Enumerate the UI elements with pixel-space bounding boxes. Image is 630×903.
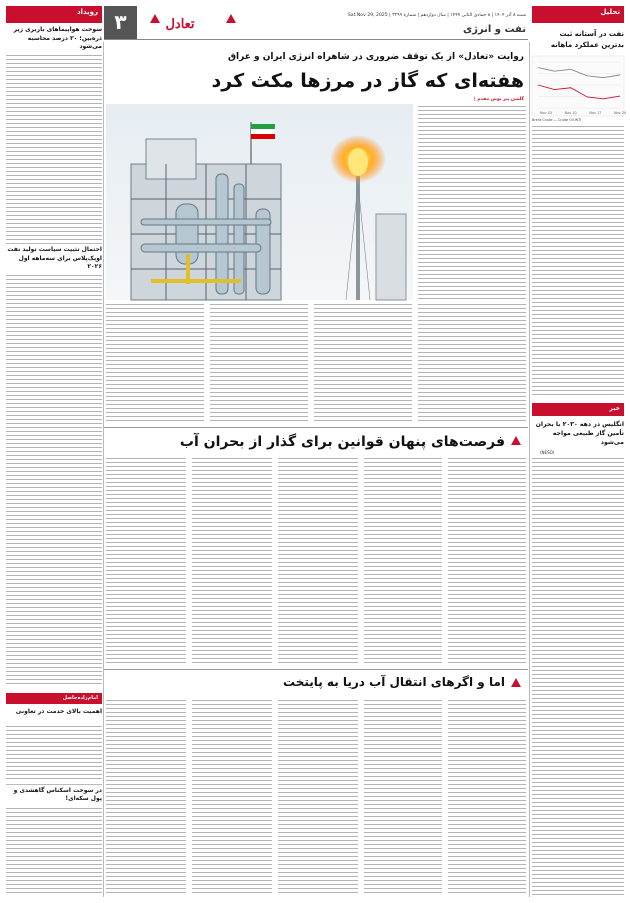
left-item1-headline: سوخت هواپیماهای باربری زیر ذره‌بین؛ ۳۰ درصد محاسبه می‌شود (13, 26, 102, 50)
triangle-mark-right (226, 14, 236, 23)
rule-story2 (104, 427, 528, 428)
news-headline: انگلیس در دهه ۲۰۳۰ با بحران تأمین گاز طبیعی مواجه می‌شود (535, 421, 624, 446)
analysis-body (532, 126, 624, 396)
lead-byline: گلشن پیر بوش مقدم | (474, 97, 524, 102)
left-rule-1 (6, 243, 102, 244)
section-title: نفت و انرژی (462, 24, 526, 35)
lead-kicker: روایت «تعادل» از یک توقف ضروری در شاهراه انرژی ایران و عراق (227, 52, 524, 62)
lead-body-col2 (210, 304, 308, 422)
x-tick-label: Nov 10 (564, 111, 577, 115)
iran-flag (251, 124, 275, 139)
story2-col3 (278, 458, 358, 664)
chart-frame (532, 56, 627, 116)
story2-col2 (192, 458, 272, 664)
x-tick-label: Nov 03 (540, 111, 553, 115)
chart-caption: Brent Crude — Crude Oil WTI (532, 118, 582, 122)
flare-stack (356, 174, 360, 300)
x-tick-label: Nov 24 (614, 111, 627, 115)
rule-right-col (529, 42, 530, 897)
left-item1-body (6, 55, 102, 240)
imams-item2: در سوخت اسکناس گاهشدی و پول سکه‌ای! (13, 787, 102, 802)
page-number: ۳ (104, 6, 137, 39)
left-rule-2 (6, 784, 102, 785)
story3-col2 (192, 700, 272, 896)
story3-headline: اما و اگرهای انتقال آب دریا به پایتخت (282, 675, 505, 689)
analysis-title-line1: نفت در آستانه ثبت (559, 30, 624, 38)
masthead-rule (104, 39, 528, 40)
story3-col4 (364, 700, 442, 896)
story2-col5 (448, 458, 526, 664)
news-body (532, 458, 624, 896)
left-item2-headline: احتمال تثبیت سیاست تولید نفت اوپک‌پلاس برای سه‌ماهه اول ۲۰۲۶ (7, 246, 102, 270)
story3-col1 (106, 700, 186, 896)
lead-body-col1 (106, 304, 204, 422)
date-line: شنبه ۸ آذر ۱۴۰۴ | ۸ جمادی الثانی ۱۴۴۷ | سال دوازدهم | شماره ۳۲۹۹ | Sat.Nov 29, 2025 (347, 13, 526, 18)
rule-story3 (104, 669, 528, 670)
logo: تعادل (165, 17, 195, 32)
imams-tab: امام‌زاده‌حاصل (6, 693, 102, 704)
story3-col5 (448, 700, 526, 896)
oil-price-chart (532, 56, 627, 116)
left-item2-body (6, 275, 102, 685)
flare-core (348, 148, 368, 176)
imams-item2-body (6, 808, 102, 896)
x-tick-label: Nov 17 (589, 111, 602, 115)
story2-headline: فرصت‌های پنهان قوانین برای گذار از بحران آب (179, 434, 505, 450)
left-tab: رویداد (6, 6, 102, 23)
lead-body-col3 (314, 304, 412, 422)
right-tab: تحلیل (532, 6, 624, 23)
news-tab: خبر (532, 403, 624, 416)
story3-triangle (511, 678, 521, 687)
news-tag: (NESO) (540, 450, 555, 455)
analysis-panel (532, 28, 627, 398)
lead-body-right-top (418, 106, 526, 300)
imams-item1-body (6, 726, 102, 781)
plant-tower (146, 139, 196, 179)
story2-col4 (364, 458, 442, 664)
lead-headline: هفته‌ای که گاز در مرزها مکث کرد (211, 70, 524, 92)
plant-side-unit (376, 214, 406, 300)
gas-plant-photo (106, 104, 413, 300)
analysis-title-line2: بدترین عملکرد ماهانه (550, 41, 624, 49)
story2-triangle (511, 436, 521, 445)
lead-body-col4 (418, 304, 526, 422)
story2-col1 (106, 458, 186, 664)
rule-left-col (103, 42, 104, 897)
imams-item1: اهمیت بالای خدمت در تعاونی (15, 708, 102, 715)
story3-col3 (278, 700, 358, 896)
